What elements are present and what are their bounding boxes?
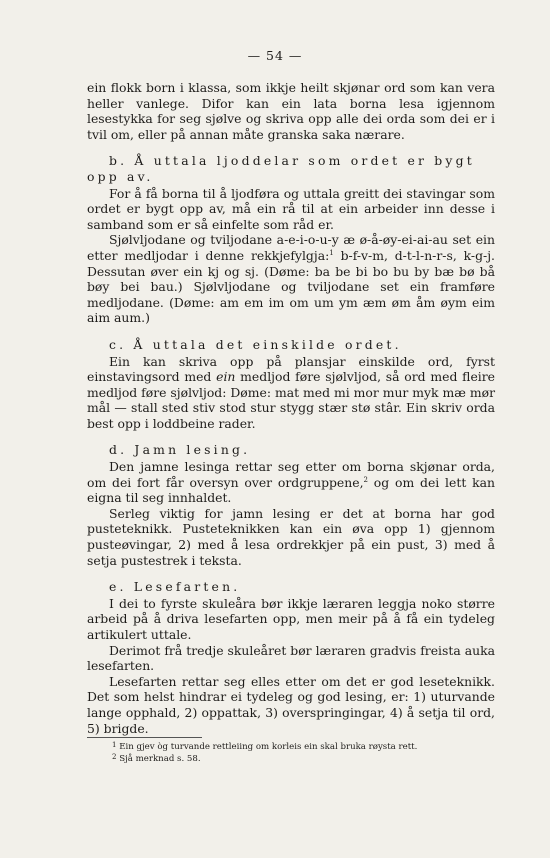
footnote-text: Sjå merknad s. 58.: [119, 754, 201, 764]
paragraph: Lesefarten rettar seg elles etter om det er god leseteknikk. Det som helst hindrar ei tydeleg og god lesing, er: 1) uturvande lange opphald, 2) oppattak, 3) overspringingar, 4) å setja til ord, 5) brigde.: [87, 673, 495, 736]
section-heading-e: e. Lesefarten.: [109, 579, 241, 595]
paragraph-continuation: ein flokk born i klassa, som ikkje heilt skjønar ord som kan vera heller vanlege. Difor kan ein lata borna lesa igjennom lesestykka for seg sjølve og skriva opp alle dei orda som dei er i tvil om, eller på annan måte granska saka nærare.: [87, 80, 495, 142]
paragraph: I dei to fyrste skuleåra bør ikkje læraren leggja noko større arbeid på å driva lesefarten opp, men meir på å få ein tydeleg artikulert uttale.: [87, 595, 495, 642]
paragraph: [87, 354, 495, 432]
footnote-2: [112, 753, 492, 765]
paragraph: Derimot frå tredje skuleåret bør læraren gradvis freista auka lesefarten.: [87, 642, 495, 674]
section-heading-b: b. Å uttala ljoddelar som ordet er bygt opp av.: [87, 153, 475, 184]
paragraph: For å få borna til å ljodføra og uttala greitt dei stavingar som ordet er bygt opp av, må ein rå til at ein arbeider inn desse i samband som er så einfelte som råd er.: [87, 185, 495, 232]
paragraph-text: Sjølvljodane og tviljodane a-e-i-o-u-y æ ø-å-øy-ei-ai-au set ein etter medljodar i denne rekkjefylgja:: [87, 232, 495, 263]
section-heading-c: c. Å uttala det einskilde ordet.: [109, 336, 402, 352]
emphasis: ein: [216, 369, 236, 385]
paragraph: Serleg viktig for jamn lesing er det at borna har god pusteteknikk. Pusteteknikken kan ein øva opp 1) gjennom pusteøvingar, 2) med å lesa ordrekkjer på ein pust, 3) med å setja pustestrek i teksta.: [87, 505, 495, 568]
paragraph: [87, 232, 495, 326]
body-text: [87, 80, 495, 736]
footnote-ref: 2: [363, 475, 368, 484]
footnote-ref: 1: [329, 248, 334, 257]
paragraph-text: Den jamne lesinga rettar seg etter om borna skjønar orda, om dei fort får oversyn over ordgruppene,: [87, 459, 495, 490]
paragraph: [87, 459, 495, 506]
footnote-text: Ein gjev òg turvande rettleiing om korleis ein skal bruka røysta rett.: [119, 742, 418, 752]
paragraph-text: b-f-v-m, d-t-l-n-r-s, k-g-j. Dessutan øver ein kj og sj. (Døme: ba be bi bo bu by bæ bø bå bøy bei bau.) Sjølvljodane og tviljodane set ein framføre medljodane. (Døme: am em im om um ym æm øm åm øym eim aim aum.): [87, 247, 495, 326]
paragraph-text: og om dei lett kan eigna til seg innhaldet.: [87, 474, 495, 506]
footnote-mark: 1: [112, 741, 117, 749]
page-number: — 54 —: [247, 48, 303, 63]
footnote-1: [112, 741, 492, 753]
paragraph-text: Ein kan skriva opp på plansjar einskilde ord, fyrst einstavingsord med: [87, 353, 495, 385]
paragraph-text: medljod føre sjølvljod, så ord med fleire medljod føre sjølvljod: Døme: mat med mi mor mur myk mæ mør mål — stall sted stiv stod stur stygg stær stø stâr. Ein skriv orda best opp i loddbeine rader.: [87, 369, 495, 431]
footnotes: [112, 741, 492, 765]
footnote-mark: 2: [112, 753, 117, 761]
section-heading-d: d. Jamn lesing.: [109, 442, 251, 458]
footnote-divider: [87, 737, 202, 738]
